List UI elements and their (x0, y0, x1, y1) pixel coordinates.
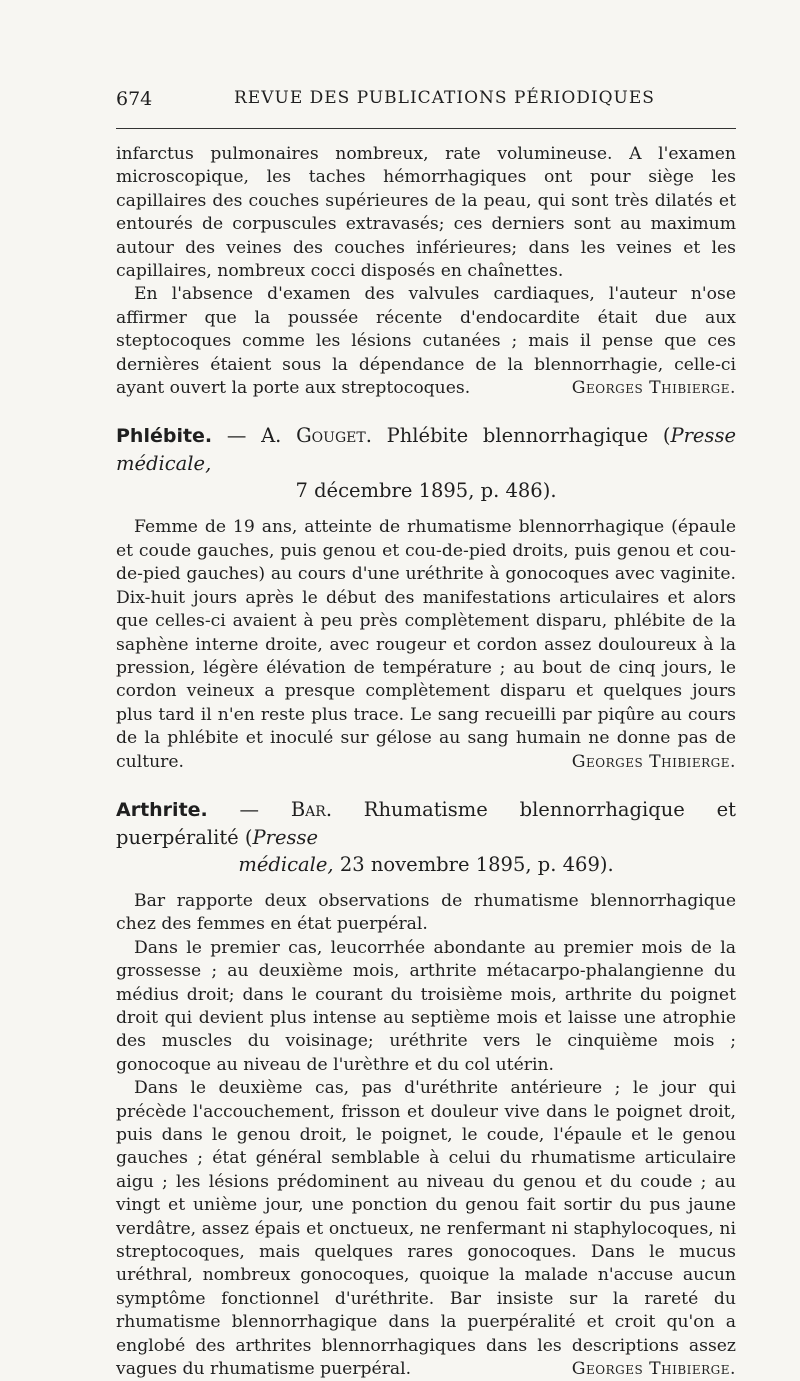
header-rule (116, 128, 736, 129)
phlebite-title: . Phlébite blennorrhagique ( (365, 424, 671, 448)
intro-paragraph-2-text: En l'absence d'examen des valvules cardiaques, l'auteur n'ose affirmer que la poussée récente d'endocardite était due aux steptocoques comme les lésions cutanées ; mais il pense que ces dernières étaient sous la dépendance de la blennorrhagie, celle-ci ayant ouvert la porte aux streptocoques. (116, 284, 736, 399)
arthrite-citation-date: 23 novembre 1895, p. 469). (333, 852, 614, 876)
arthrite-body (116, 890, 736, 1381)
page (116, 88, 736, 1381)
arthrite-journal-a: Presse (252, 825, 319, 849)
signature: Georges Thibierge. (571, 1359, 736, 1380)
phlebite-section (116, 422, 736, 773)
phlebite-paragraph-1 (116, 516, 736, 773)
arthrite-paragraph-3-text: Dans le deuxième cas, pas d'uréthrite antérieure ; le jour qui précède l'accouchement, frisson et douleur vive dans le poignet droit, puis dans le genou droit, le poignet, le coude, l'épaule et le genou gauches ; état général semblable à celui du rhumatisme articulaire aigu ; les lésions prédominent au niveau du genou et du coude ; au vingt et unième jour, une ponction du genou fait sortir du pus jaune verdâtre, assez épais et onctueux, ne renfermant ni staphylocoques, ni streptocoques, mais quelques rares gonocoques. Dans le mucus uréthral, nombreux gonocoques, quoique la malade n'accuse aucun symptôme fonctionnel d'uréthrite. Bar insiste sur la rareté du rhumatisme blennorrhagique dans la puerpéralité et croit qu'on a englobé des arthrites blennorrhagiques dans les descriptions assez vagues du rhumatisme puerpéral. (116, 1078, 736, 1380)
arthrite-title: . Rhumatisme blennorrhagique et puerpéralité ( (116, 797, 736, 849)
arthrite-author: Bar (290, 797, 326, 821)
phlebite-journal: Presse médicale, (116, 424, 736, 476)
intro-section (116, 143, 736, 400)
arthrite-section (116, 796, 736, 1381)
phlebite-keyword: Phlébite. (116, 425, 213, 448)
phlebite-heading (116, 422, 736, 504)
intro-paragraph-2 (116, 283, 736, 400)
running-head (116, 88, 736, 114)
phlebite-body (116, 516, 736, 773)
arthrite-paragraph-2: Dans le premier cas, leucorrhée abondante au premier mois de la grossesse ; au deuxième mois, arthrite métacarpo-phalangienne du médius droit; dans le courant du troisième mois, arthrite du poignet droit qui devient plus intense au septième mois et laisse une atrophie des muscles du voisinage; uréthrite vers le cinquième mois ; gonocoque au niveau de l'urèthre et du col utérin. (116, 937, 736, 1075)
intro-paragraph-1: infarctus pulmonaires nombreux, rate volumineuse. A l'examen microscopique, les taches hémorrhagiques ont pour siège les capillaires des couches supérieures de la peau, qui sont très dilatés et entourés de corpuscules extravasés; ces derniers sont au maximum autour des veines des couches inférieures; dans les veines et les capillaires, nombreux cocci disposés en chaînettes. (116, 144, 736, 282)
phlebite-author: Gouget (296, 424, 366, 448)
arthrite-paragraph-3 (116, 1077, 736, 1381)
phlebite-dash: — A. (212, 424, 297, 448)
arthrite-journal-b: médicale, (238, 852, 334, 876)
page-number: 674 (116, 88, 153, 110)
arthrite-heading (116, 796, 736, 878)
arthrite-keyword: Arthrite. (116, 798, 208, 821)
signature: Georges Thibierge. (571, 751, 736, 772)
arthrite-citation-line2 (116, 851, 736, 878)
phlebite-citation-date: 7 décembre 1895, p. 486). (295, 479, 557, 503)
running-title: REVUE DES PUBLICATIONS PÉRIODIQUES (234, 88, 655, 108)
signature: Georges Thibierge. (571, 378, 736, 399)
arthrite-paragraph-1: Bar rapporte deux observations de rhumatisme blennorrhagique chez des femmes en état puerpéral. (116, 890, 736, 935)
phlebite-paragraph-1-text: Femme de 19 ans, atteinte de rhumatisme blennorrhagique (épaule et coude gauches, puis genou et cou-de-pied droits, puis genou et cou-de-pied gauches) au cours d'une uréthrite à gonocoques avec vaginite. Dix-huit jours après le début des manifestations articulaires et alors que celles-ci avaient à peu près complètement disparu, phlébite de la saphène interne droite, avec rougeur et cordon assez douloureux à la pression, légère élévation de température ; au bout de cinq jours, le cordon veineux a presque complètement disparu et quelques jours plus tard il n'en reste plus trace. Le sang recueilli par piqûre au cours de la phlébite et inoculé sur gélose au sang humain ne donne pas de culture. (116, 517, 736, 772)
arthrite-dash: — (207, 797, 291, 821)
